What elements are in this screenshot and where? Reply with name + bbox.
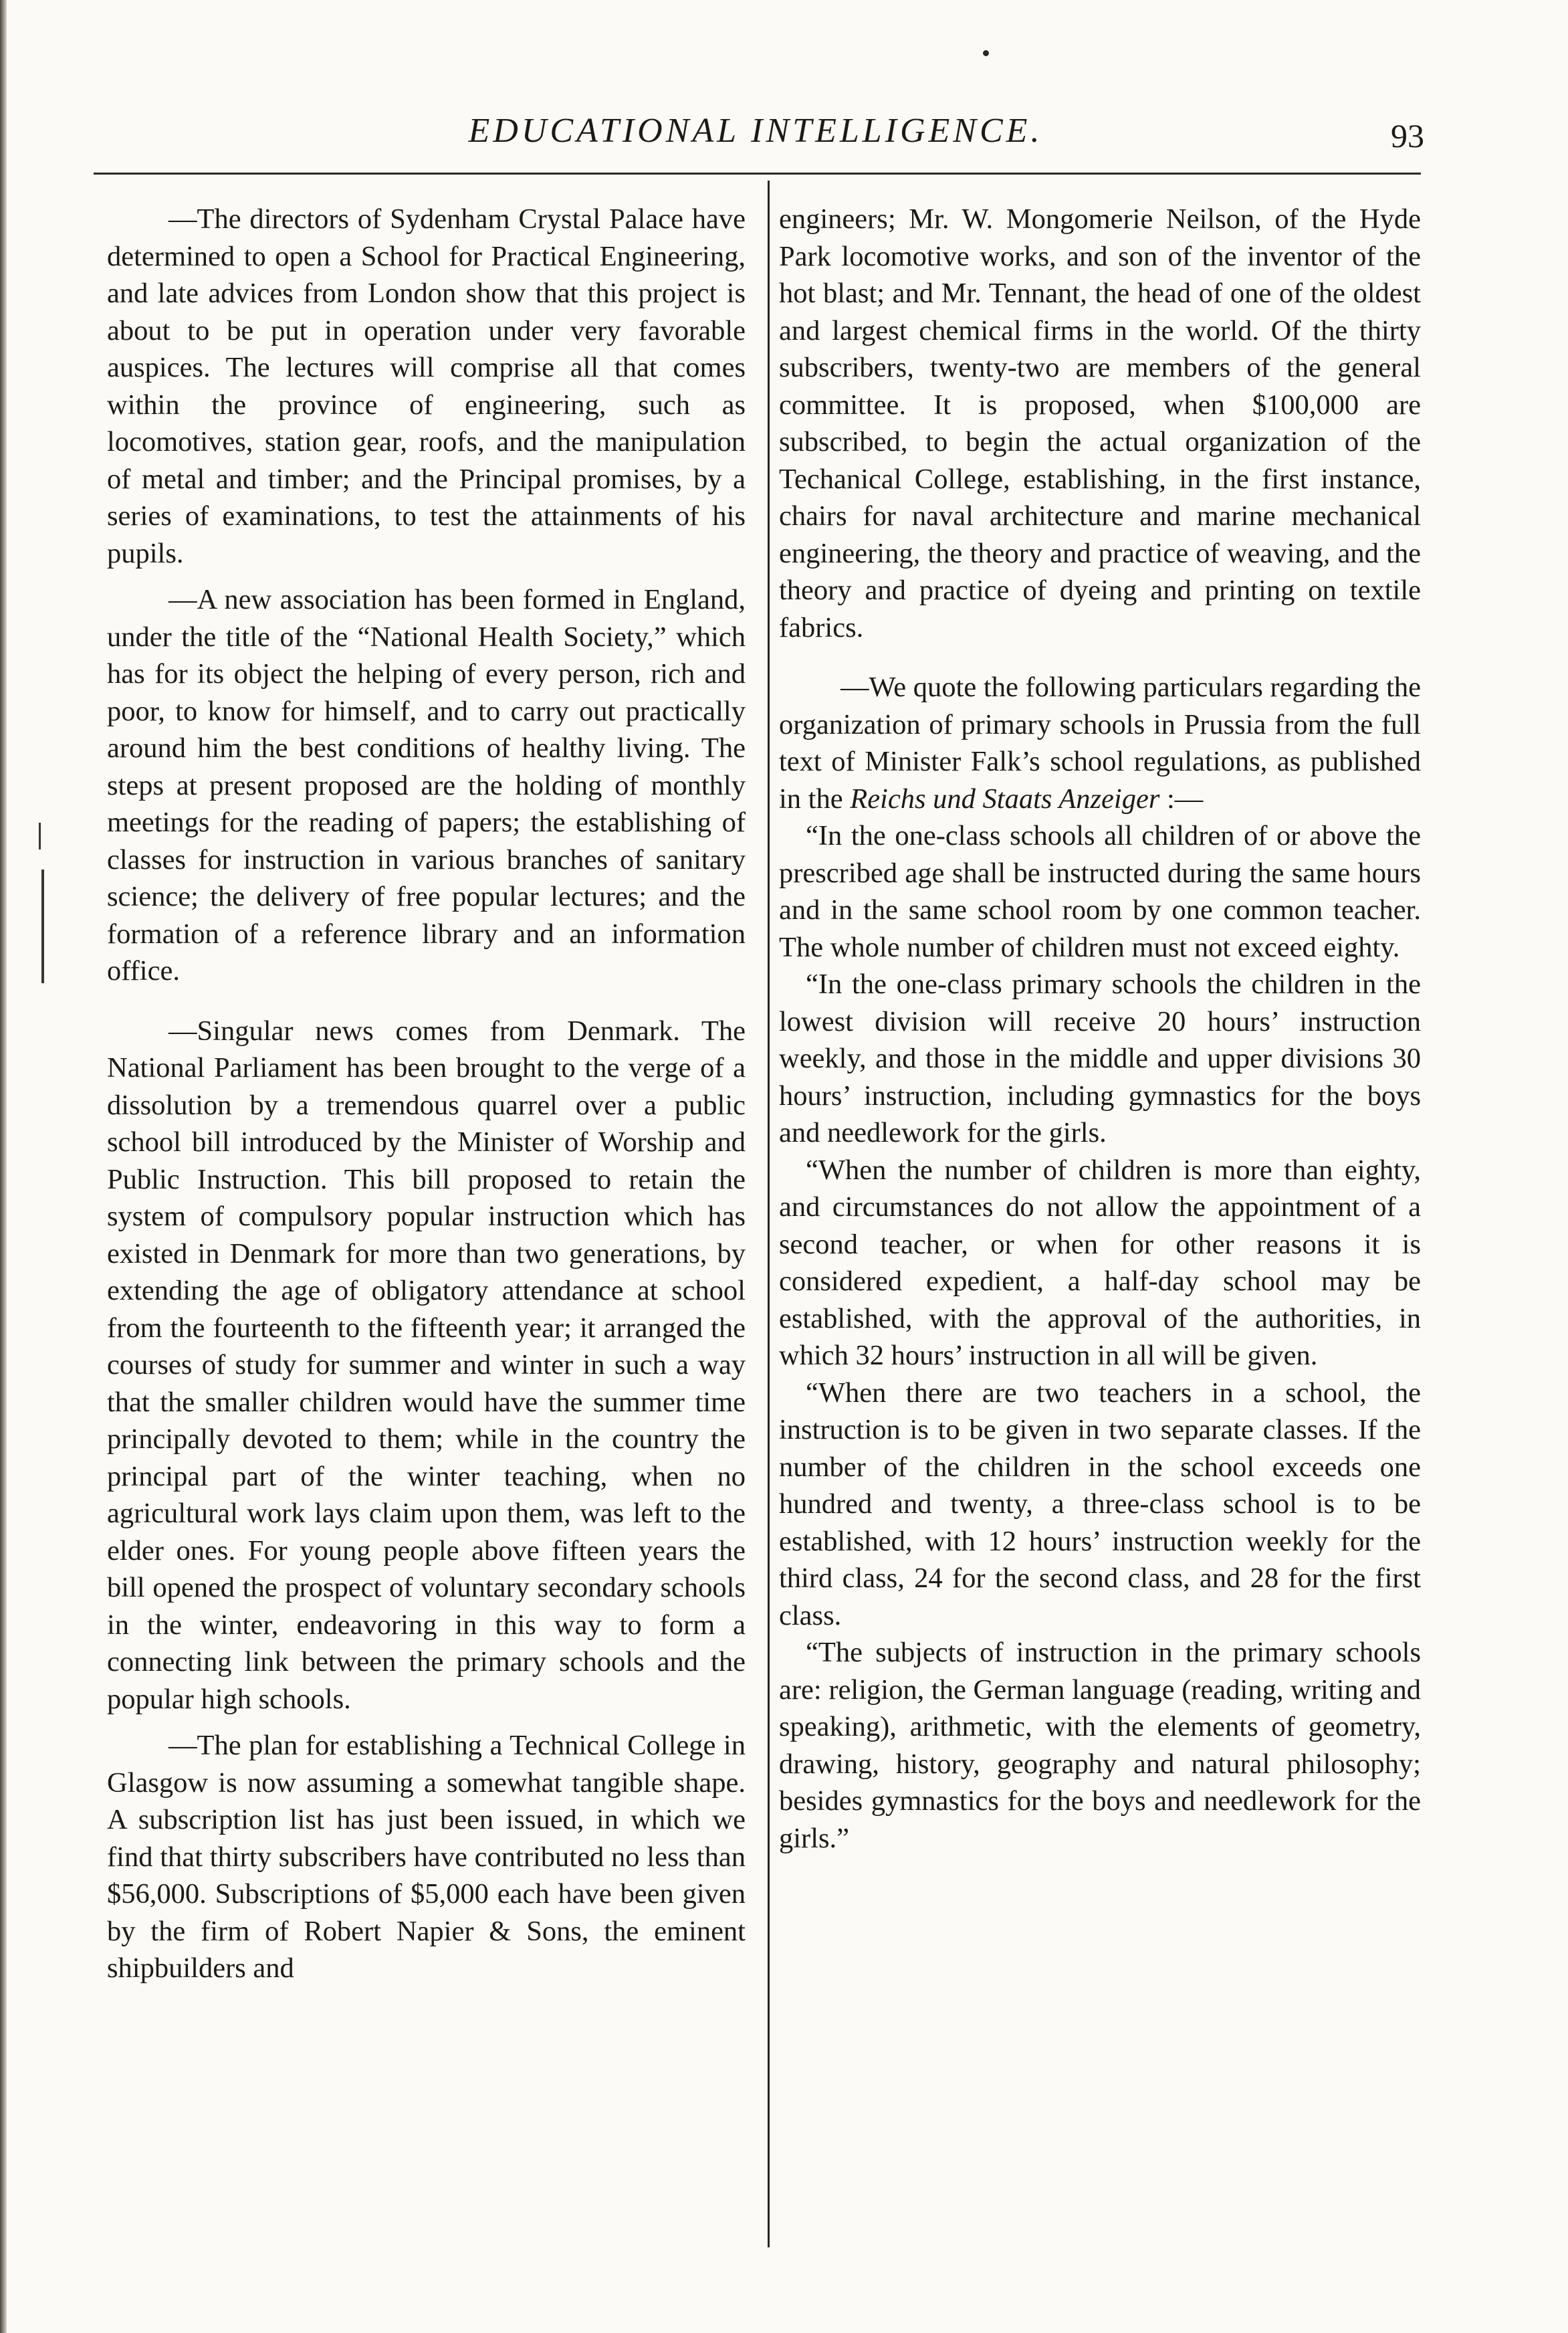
quote-instruction-hours: “In the one-class primary schools the children in the lowest division will receive 20 hours’ instruction weekly, and those in the middle and upper divisions 30 hours’ instruction, including gymnastics for the boys and needlework for the girls. [779,969,1421,1148]
running-title: EDUCATIONAL INTELLIGENCE. [468,112,1043,150]
paragraph-glasgow-technical-college: —The plan for establishing a Technical College in Glasgow is now assuming a somewhat tangible shape. A subscription list has just been issued, in which we find that thirty subscribers have contributed no less than $56,000. Subscriptions of $5,000 each have been given by the firm of Robert Napier & Sons, the eminent shipbuilders and [107,1730,746,1984]
paragraph-prussia-primary-schools [779,669,1421,817]
prussia-intro-end: :— [1166,783,1204,815]
margin-mark [39,823,41,849]
quote-subjects-of-instruction: “The subjects of instruction in the primary schools are: religion, the German language (reading, writing and speaking), arithmetic, with the elements of geometry, drawing, history, geography and natural philosophy; besides gymnastics for the boys and needlework for the girls.” [779,1637,1421,1854]
left-column [107,201,746,1987]
column-divider [768,181,770,2247]
header-rule [94,173,1421,175]
paragraph-denmark-school-bill: —Singular news comes from Denmark. The National Parliament has been brought to the verge of a dissolution by a tremendous quarrel over a public school bill introduced by the Minister of Worship and Public Instruction. This bill proposed to retain the system of compulsory popular instruction which has existed in Denmark for more than two generations, by extending the age of obligatory attendance at school from the fourteenth to the fifteenth year; it arranged the courses of study for summer and winter in such a way that the smaller children would have the summer time principally devoted to them; while in the country the principal part of the winter teaching, when no agricultural work lays claim upon them, was left to the elder ones. For young people above fifteen years the bill opened the prospect of voluntary secondary schools in the winter, endeavoring in this way to form a connecting link between the primary schools and the popular high schools. [107,1015,746,1715]
margin-mark [41,870,44,983]
page-binding-edge [0,0,7,2333]
paragraph-national-health-society: —A new association has been formed in England, under the title of the “National Health Society,” which has for its object the helping of every person, rich and poor, to know for himself, and to carry out practically around him the best conditions of healthy living. The steps at present proposed are the holding of monthly meetings for the reading of papers; the establishing of classes for instruction in various branches of sanitary science; the delivery of free popular lectures; and the formation of a reference library and an information office. [107,584,746,987]
right-column [779,201,1421,1857]
page-header [87,107,1424,161]
quote-one-class-schools: “In the one-class schools all children of or above the prescribed age shall be instructed during the same hours and in the same school room by one common teacher. The whole number of children must not exceed eighty. [779,820,1421,963]
publication-title: Reichs und Staats Anzeiger [850,783,1160,815]
paragraph-crystal-palace-school: —The directors of Sydenham Crystal Palace have determined to open a School for Practical Engineering, and late advices from London show that this project is about to be put in operation under very favorable auspices. The lectures will comprise all that comes within the province of engineering, such as locomotives, station gear, roofs, and the manipulation of metal and timber; and the Principal promises, by a series of examinations, to test the attainments of his pupils. [107,203,746,569]
prussia-intro-text: —We quote the following particulars regarding the organization of primary schools in Prussia from the full text of Minister Falk’s school regulations, as published in the [779,672,1421,815]
quote-two-teachers: “When there are two teachers in a school, the instruction is to be given in two separate classes. If the number of the children in the school exceeds one hundred and twenty, a three-class school is to be established, with 12 hours’ instruction weekly for the third class, 24 for the second class, and 28 for the first class. [779,1377,1421,1631]
page-number: 93 [1391,117,1424,155]
print-speck [983,50,989,56]
quote-half-day-school: “When the number of children is more than eighty, and circumstances do not allow the appointment of a second teacher, or when for other reasons it is considered expedient, a half-day school may be established, with the approval of the authorities, in which 32 hours’ instruction in all will be given. [779,1154,1421,1371]
paragraph-glasgow-continued: engineers; Mr. W. Mongomerie Neilson, of the Hyde Park locomotive works, and son of the inventor of the hot blast; and Mr. Tennant, the head of one of the oldest and largest chemical firms in the world. Of the thirty subscribers, twenty-two are members of the general committee. It is proposed, when $100,000 are subscribed, to begin the actual organization of the Techanical College, establishing, in the first instance, chairs for naval architecture and marine mechanical engineering, the theory and practice of weaving, and the theory and practice of dyeing and printing on textile fabrics. [779,203,1421,643]
